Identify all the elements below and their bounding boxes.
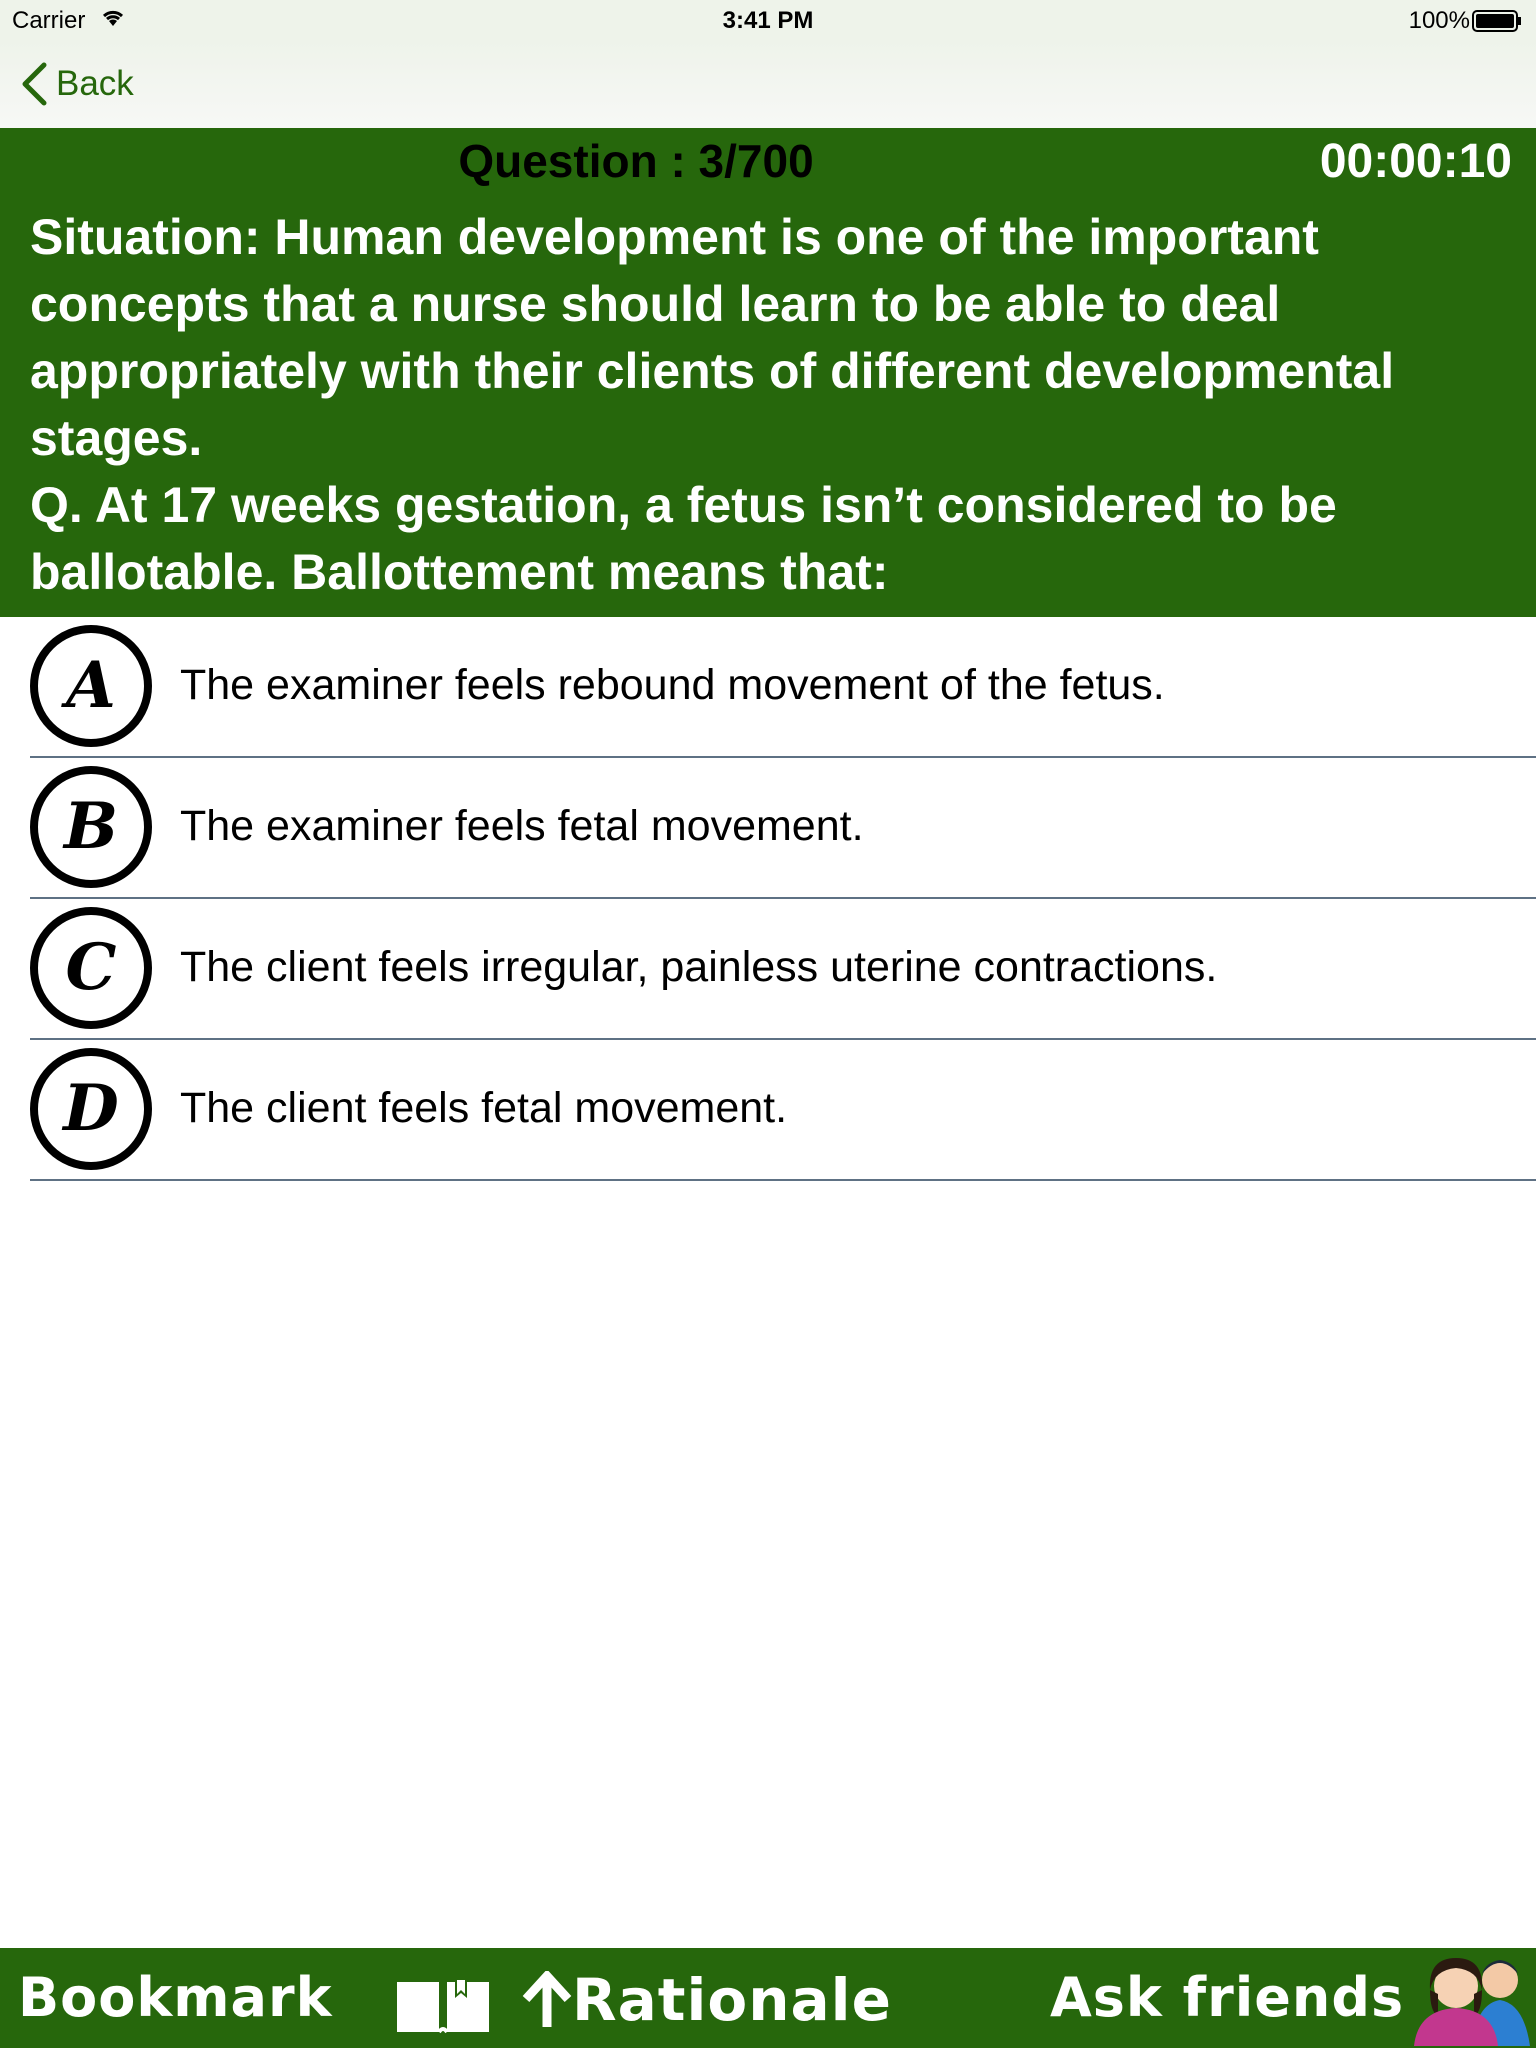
- answer-letter: D: [63, 1071, 119, 1146]
- answer-option-d[interactable]: [30, 1040, 1536, 1181]
- answer-letter: C: [65, 930, 117, 1005]
- bottom-action-bar: [0, 1948, 1536, 2048]
- book-icon[interactable]: [395, 1978, 491, 2034]
- arrow-up-icon: [522, 1971, 572, 2029]
- status-time: 3:41 PM: [722, 7, 814, 34]
- status-bar: [0, 0, 1536, 40]
- battery-percent: 100%: [1408, 7, 1470, 34]
- bookmark-button[interactable]: [18, 1966, 333, 2029]
- question-panel: [0, 128, 1536, 617]
- friends-icon[interactable]: [1400, 1950, 1536, 2046]
- question-counter: Question : 3/700: [458, 135, 814, 187]
- answer-option-c[interactable]: [30, 899, 1536, 1040]
- chevron-left-icon: [20, 62, 48, 106]
- answer-text: The client feels irregular, painless uterine contractions.: [180, 943, 1218, 991]
- ask-friends-button[interactable]: [1050, 1966, 1404, 2029]
- bookmark-label: Bookmark: [18, 1966, 333, 2029]
- ask-friends-label: Ask friends: [1050, 1966, 1405, 2029]
- back-label: Back: [56, 64, 134, 103]
- answer-text: The client feels fetal movement.: [180, 1084, 788, 1132]
- back-button[interactable]: [20, 60, 134, 108]
- letter-a-icon: [30, 625, 152, 747]
- answer-text: The examiner feels fetal movement.: [180, 802, 864, 850]
- navigation-bar: [0, 40, 1536, 128]
- carrier-label: Carrier: [12, 7, 86, 34]
- letter-c-icon: [30, 907, 152, 1029]
- letter-d-icon: [30, 1048, 152, 1170]
- answer-option-a[interactable]: [30, 617, 1536, 758]
- question-timer: 00:00:10: [1319, 135, 1512, 188]
- question-text: Situation: Human development is one of the important concepts that a nurse should learn to be able to deal appropriately with their clients of different developmental stages. Q. At 17 weeks gestation, a fetus isn’t considered to be ballotable. Ballottement means that:: [30, 209, 1395, 600]
- letter-b-icon: [30, 766, 152, 888]
- rationale-label: Rationale: [572, 1966, 892, 2034]
- answer-option-b[interactable]: [30, 758, 1536, 899]
- rationale-button[interactable]: [522, 1966, 892, 2034]
- battery-icon: [1472, 10, 1522, 32]
- answer-letter: B: [63, 789, 119, 864]
- answer-text: The examiner feels rebound movement of the fetus.: [180, 661, 1165, 709]
- answer-list: [0, 617, 1536, 1181]
- answer-letter: A: [66, 648, 116, 723]
